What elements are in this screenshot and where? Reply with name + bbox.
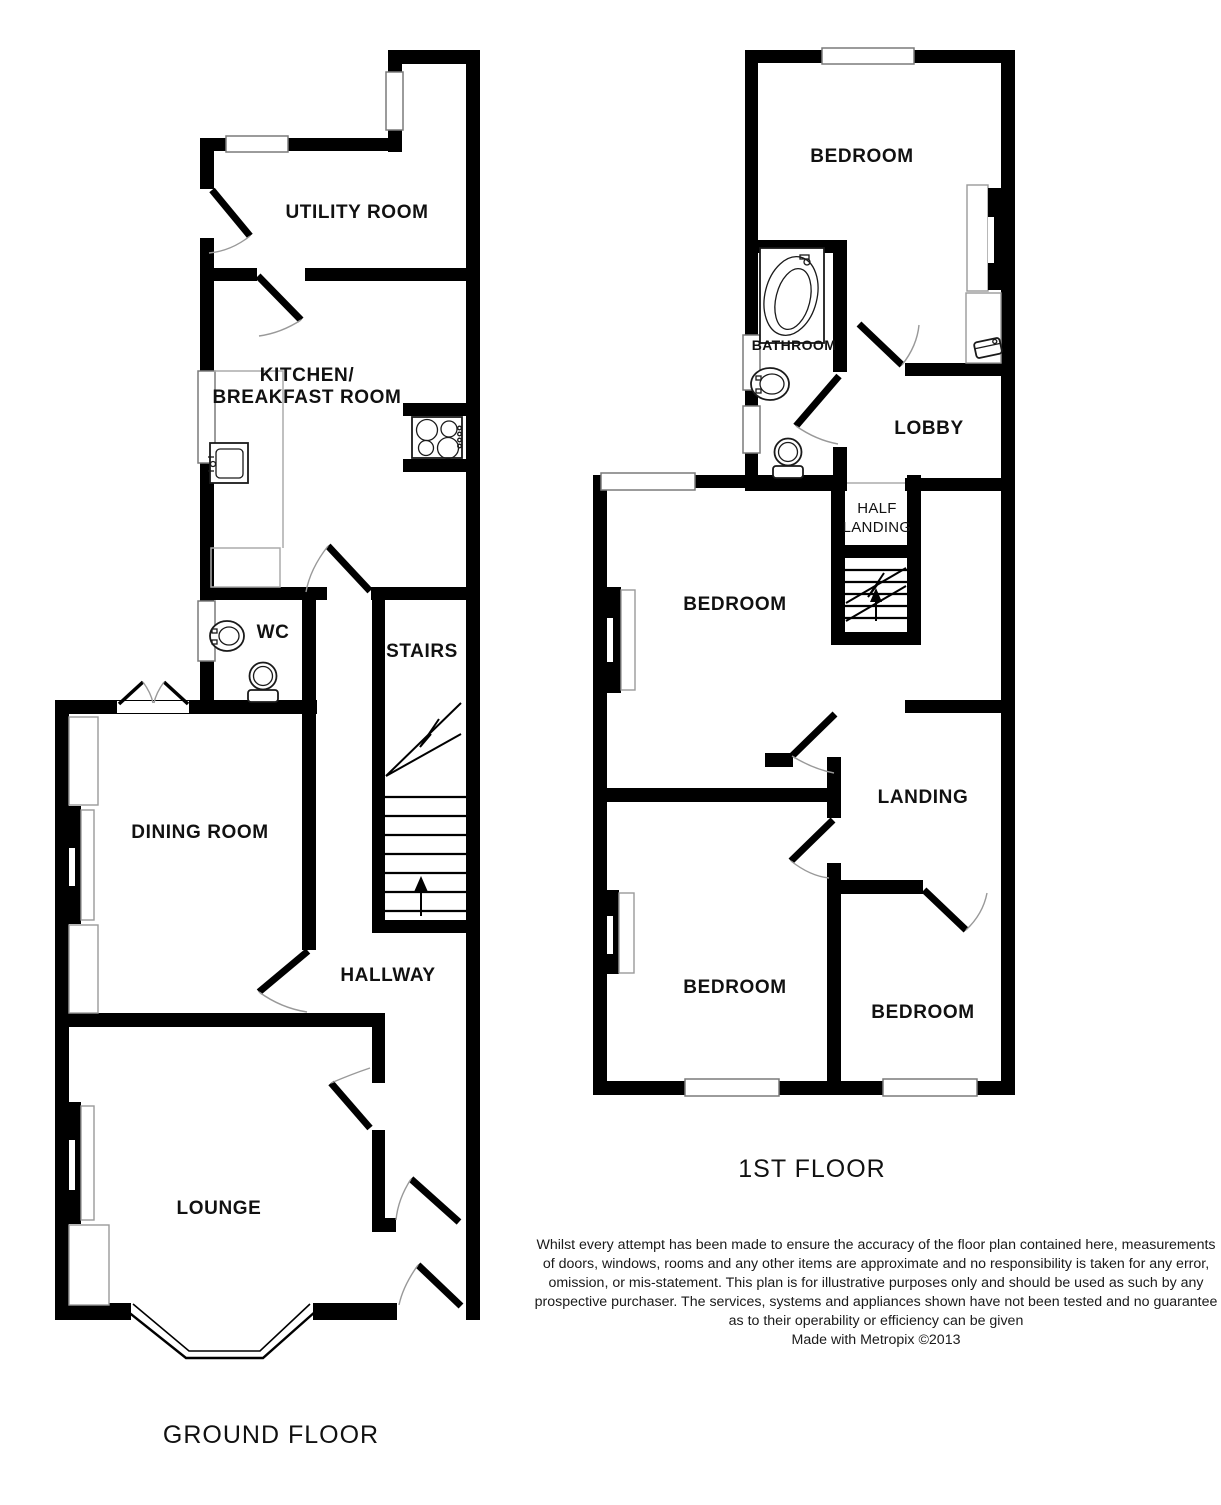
kitchen-sink-icon [208,443,248,483]
back-left-bedroom-door [791,820,833,861]
stairs-first [845,568,907,621]
ground-doors [119,190,461,1306]
bathroom-label: BATHROOM [751,337,837,353]
door-swing-arc [259,992,307,1012]
landing-label: LANDING [877,787,969,808]
bay-window [127,1304,316,1358]
toilet-icon [248,663,278,703]
window [685,1079,779,1096]
door-swing-arc [306,546,328,592]
back-bedroom-chimney-breast [607,890,634,974]
alcove [69,925,98,1013]
disclaimer [535,1237,1218,1348]
bathroom-toilet-icon [773,439,803,479]
alcove [967,185,988,291]
stairs-ground [385,703,466,916]
lobby-label: LOBBY [894,418,964,439]
disclaimer-line: of doors, windows, rooms and any other items are approximate and no responsibility is taken for any error, [542,1256,1210,1272]
back-right-bedroom-door [924,890,966,930]
first-walls [593,50,1015,1095]
window [386,72,403,130]
disclaimer-credit: Made with Metropix ©2013 [791,1332,961,1348]
wc-label: WC [256,622,290,643]
back-left-bedroom-label: BEDROOM [683,977,787,998]
first-doors [791,324,987,930]
half-landing-label-line2: LANDING [842,519,912,536]
hallway-label: HALLWAY [340,965,436,986]
middle-bedroom-chimney-breast [607,587,635,693]
door-swing-arc [791,861,829,878]
disclaimer-line: Whilst every attempt has been made to ensure the accuracy of the floor plan contained here, measurements [536,1237,1216,1253]
ground-floor-plan [55,50,480,1449]
stair-break-zigzag [420,719,439,747]
utility-door-gap [199,189,215,238]
disclaimer-line: as to their operability or efficiency can be given [728,1313,1024,1329]
door-swing-arc [902,325,919,365]
wc-sink-icon [210,621,244,651]
dining-room-label: DINING ROOM [131,822,269,843]
middle-bedroom-door [792,714,835,756]
first-floor-plan [593,48,1015,1183]
back-right-bedroom-label: BEDROOM [871,1002,975,1023]
kitchen-label-line2: BREAKFAST ROOM [212,387,402,408]
kitchen-hallway-door [328,546,370,591]
disclaimer-line: prospective purchaser. The services, systems and appliances shown have not been tested and no guarantee [534,1294,1218,1310]
front-bedroom-door [859,324,902,365]
inner-hall-door [411,1179,459,1222]
kitchen-label-line1: KITCHEN/ [259,365,355,386]
door-swing-arc [154,682,164,703]
alcove [69,1225,109,1305]
bathroom-door [796,376,839,426]
half-landing-label-line1: HALF [857,500,897,517]
bathroom-sink-icon [751,368,789,400]
front-bedroom-label: BEDROOM [810,146,914,167]
utility-entrance-door [212,190,250,236]
window [883,1079,977,1096]
door-swing-arc [331,1068,370,1083]
lounge-label: LOUNGE [176,1198,262,1219]
front-door [418,1265,461,1306]
door-swing-arc [796,426,838,444]
lounge-door [331,1083,370,1128]
front-bedroom-chimney-breast [966,185,1002,363]
lounge-chimney-breast [69,1102,109,1305]
stairs-up-arrow-head [414,876,428,892]
door-swing-arc [259,320,301,336]
door-swing-arc [396,1179,411,1220]
stove-icon [412,417,462,459]
utility-room-label: UTILITY ROOM [285,202,429,223]
disclaimer-line: omission, or mis-statement. This plan is for illustrative purposes only and should be used as such by any [548,1275,1204,1291]
door-swing-arc [143,682,153,703]
dining-hallway-door [259,951,308,992]
middle-bedroom-label: BEDROOM [683,594,787,615]
stairs-label: STAIRS [386,641,458,662]
dining-chimney-breast [69,717,98,1013]
window [601,473,695,490]
door-swing-arc [399,1265,418,1305]
window [226,136,288,152]
window [743,406,760,453]
door-swing-arc [966,893,987,930]
utility-kitchen-door [258,276,301,320]
window [822,48,914,64]
alcove [69,717,98,805]
first-floor-title: 1ST FLOOR [738,1155,886,1183]
bath-icon [756,248,826,343]
ground-floor-title: GROUND FLOOR [162,1421,380,1449]
door-swing-arc [209,236,250,253]
